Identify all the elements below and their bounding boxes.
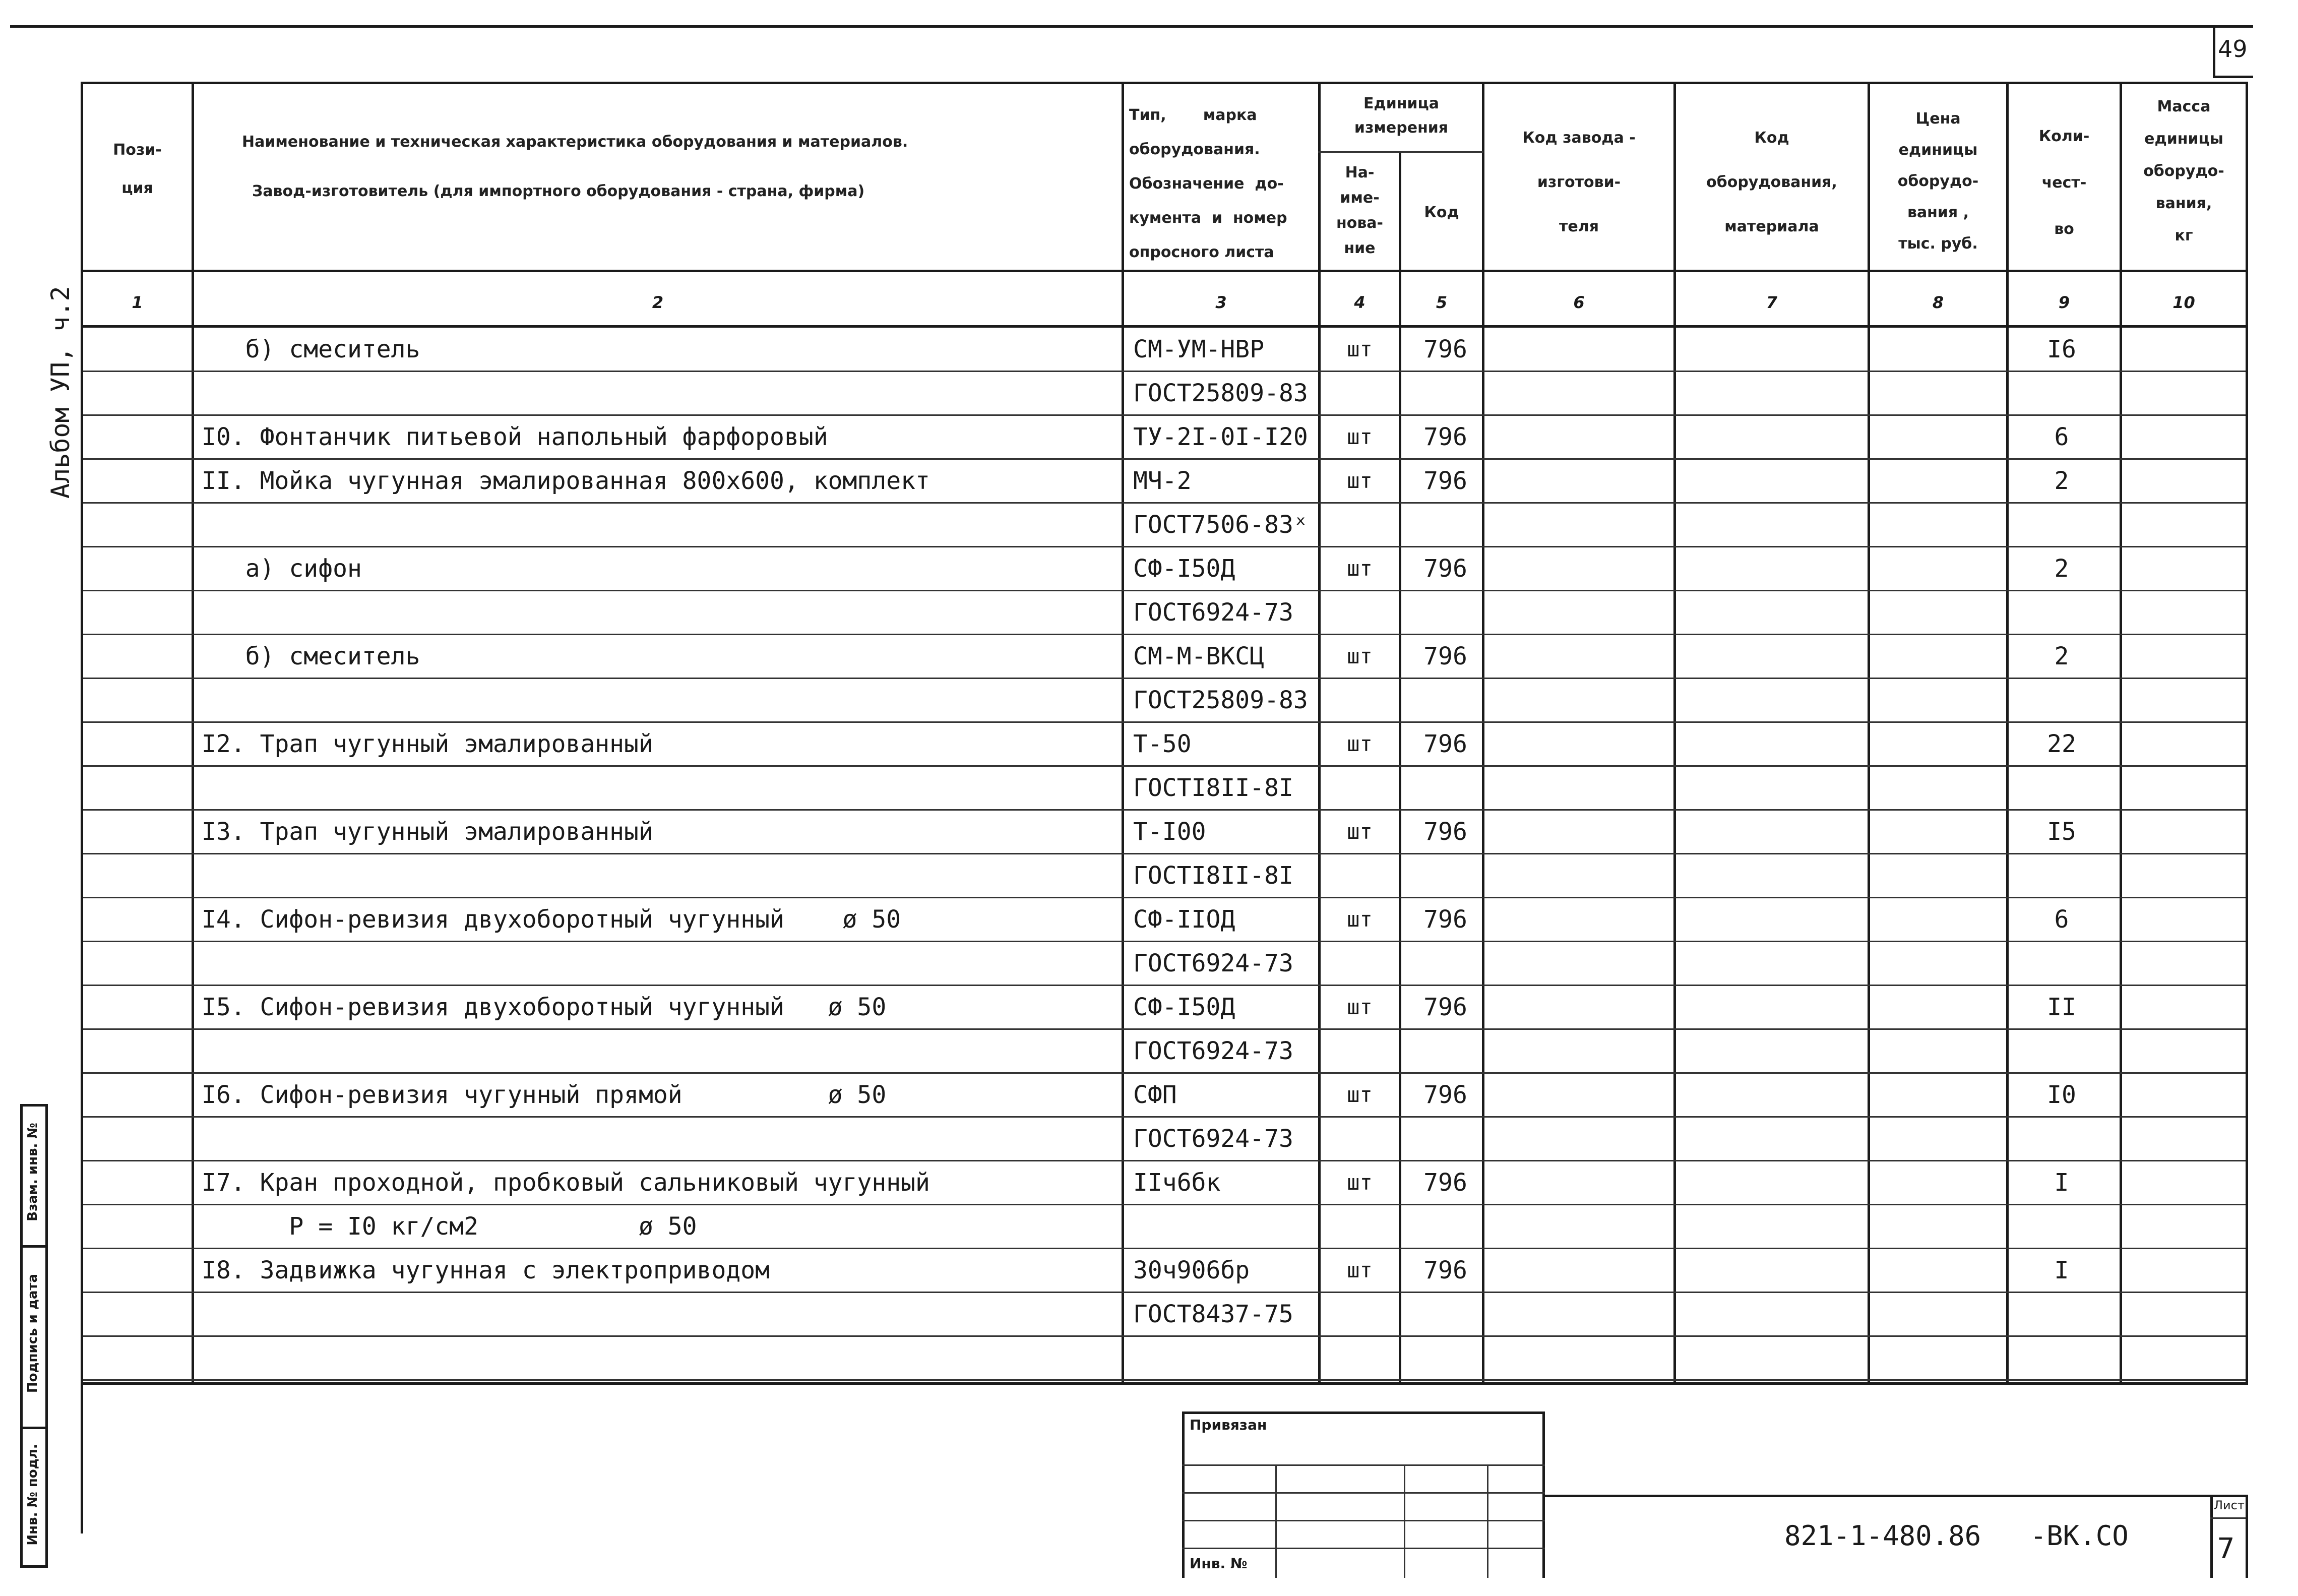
item-unit: шт xyxy=(1347,556,1373,581)
album-label: Альбом УП, ч.2 xyxy=(46,286,75,499)
item-type: ГОСТ7506-83ˣ xyxy=(1133,511,1308,539)
side-stamp-vzam: Взам. инв. № xyxy=(25,1123,40,1221)
side-stamp-div1 xyxy=(20,1245,48,1248)
item-unit: шт xyxy=(1347,1258,1373,1282)
item-type: ГОСТ6924-73 xyxy=(1133,1037,1293,1065)
title-block-row2 xyxy=(1182,1492,1545,1494)
title-block-privyazan: Привязан xyxy=(1190,1417,1267,1433)
item-qty: I xyxy=(2054,1169,2069,1197)
item-unit: шт xyxy=(1347,995,1373,1019)
item-code: 796 xyxy=(1423,730,1467,758)
main-stamp-right xyxy=(2246,1495,2248,1578)
item-qty: 2 xyxy=(2054,642,2069,670)
item-type: СМ-УМ-НВР xyxy=(1133,335,1265,363)
col-line-2 xyxy=(1122,82,1124,1382)
item-qty: II xyxy=(2047,993,2076,1021)
table-bottom xyxy=(81,1382,2248,1385)
item-unit: шт xyxy=(1347,819,1373,844)
item-name: Р = I0 кг/см2 ø 50 xyxy=(202,1212,697,1241)
item-name: I6. Сифон-ревизия чугунный прямой ø 50 xyxy=(202,1081,887,1109)
header-col8: Цена единицы оборудо- вания , тыс. руб. xyxy=(1897,110,1979,253)
header-col10: Масса единицы оборудо- вания, кг xyxy=(2143,98,2224,244)
header-col6: Код завода - изготови- теля xyxy=(1522,129,1636,235)
item-type: IIч6бк xyxy=(1133,1169,1221,1197)
item-unit: шт xyxy=(1347,731,1373,756)
item-type: ГОСТ6924-73 xyxy=(1133,1125,1293,1153)
item-unit: шт xyxy=(1347,907,1373,932)
list-number: 7 xyxy=(2217,1532,2235,1565)
item-code: 796 xyxy=(1423,993,1467,1021)
item-unit: шт xyxy=(1347,337,1373,361)
item-unit: шт xyxy=(1347,468,1373,493)
side-stamp-podpis: Подпись и дата xyxy=(25,1273,40,1393)
item-name: I2. Трап чугунный эмалированный xyxy=(202,730,653,758)
item-name: I8. Задвижка чугунная с электроприводом xyxy=(202,1256,770,1284)
item-type: ГОСТ8437-75 xyxy=(1133,1300,1293,1328)
item-type: ГОСТ25809-83 xyxy=(1133,379,1308,407)
colnum-7: 7 xyxy=(1766,293,1778,312)
title-block-left xyxy=(1182,1411,1185,1578)
sheet-number-box-bottom xyxy=(2213,76,2253,78)
item-code: 796 xyxy=(1423,818,1467,846)
top-border xyxy=(10,25,2253,28)
document-code: 821-1-480.86 -ВК.СО xyxy=(1784,1520,2129,1552)
item-type: Т-I00 xyxy=(1133,818,1206,846)
item-qty: I0 xyxy=(2047,1081,2076,1109)
title-block-col2 xyxy=(1404,1464,1405,1578)
sheet-number-box-left xyxy=(2213,28,2215,78)
header-col45-group: Единица измерения xyxy=(1354,95,1449,137)
colnum-3: 3 xyxy=(1215,293,1227,312)
item-type: ТУ-2I-0I-I20 xyxy=(1133,423,1308,451)
item-code: 796 xyxy=(1423,335,1467,363)
item-name: I7. Кран проходной, пробковый сальниковый чугунный xyxy=(202,1169,930,1197)
colnum-9: 9 xyxy=(2058,293,2070,312)
item-name: I3. Трап чугунный эмалированный xyxy=(202,818,653,846)
side-stamp-left xyxy=(20,1104,23,1568)
item-qty: I xyxy=(2054,1256,2069,1284)
unit-group-divider xyxy=(1318,151,1483,153)
col-line-1 xyxy=(192,82,194,1382)
item-type: ГОСТI8II-8I xyxy=(1133,862,1293,890)
main-stamp-top xyxy=(1542,1495,2248,1497)
item-type: МЧ-2 xyxy=(1133,467,1192,495)
list-label: Лист xyxy=(2214,1498,2245,1512)
col-line-6 xyxy=(1673,82,1676,1382)
item-type: ГОСТ6924-73 xyxy=(1133,598,1293,627)
item-type: ГОСТI8II-8I xyxy=(1133,774,1293,802)
title-block-top xyxy=(1182,1411,1545,1414)
item-unit: шт xyxy=(1347,644,1373,668)
col-line-right xyxy=(2246,82,2248,1382)
header-col7: Код оборудования, материала xyxy=(1706,129,1837,235)
title-block-row3 xyxy=(1182,1520,1545,1521)
side-stamp-bottom xyxy=(20,1565,48,1568)
item-unit: шт xyxy=(1347,1082,1373,1107)
item-qty: 6 xyxy=(2054,423,2069,451)
header-col5: Код xyxy=(1424,204,1459,221)
item-type: СФ-IIОД xyxy=(1133,905,1235,934)
col-line-8 xyxy=(2006,82,2009,1382)
item-name: а) сифон xyxy=(202,555,362,583)
item-name: б) смеситель xyxy=(202,642,420,670)
header-col9: Коли- чест- во xyxy=(2038,128,2090,238)
item-name: II. Мойка чугунная эмалированная 800х600, комплект xyxy=(202,467,930,495)
header-col2-line2: Завод-изготовитель (для импортного оборудования - страна, фирма) xyxy=(252,182,865,200)
row-divider xyxy=(83,1379,2246,1381)
col-line-4 xyxy=(1399,151,1401,1382)
colnum-1: 1 xyxy=(132,293,143,312)
colnum-5: 5 xyxy=(1436,293,1448,312)
title-block-col1 xyxy=(1275,1464,1277,1578)
col-line-7 xyxy=(1868,82,1870,1382)
item-code: 796 xyxy=(1423,1081,1467,1109)
colnum-8: 8 xyxy=(1932,293,1944,312)
item-type: СМ-М-ВКСЦ xyxy=(1133,642,1265,670)
colnum-4: 4 xyxy=(1354,293,1365,312)
list-box-divider xyxy=(2210,1517,2248,1519)
colnum-2: 2 xyxy=(652,293,664,312)
item-code: 796 xyxy=(1423,467,1467,495)
item-name: б) смеситель xyxy=(202,335,420,363)
colnum-10: 10 xyxy=(2172,293,2195,312)
item-type: 30ч906бр xyxy=(1133,1256,1250,1284)
title-block-row4 xyxy=(1182,1548,1545,1549)
item-code: 796 xyxy=(1423,423,1467,451)
col-line-9 xyxy=(2120,82,2122,1382)
item-code: 796 xyxy=(1423,905,1467,934)
item-code: 796 xyxy=(1423,555,1467,583)
side-stamp-inv: Инв. № подл. xyxy=(25,1444,40,1546)
sheet-top-number: 49 xyxy=(2218,35,2248,63)
item-type: СФП xyxy=(1133,1081,1177,1109)
header-col4: На- име- нова- ние xyxy=(1336,164,1384,257)
item-qty: 2 xyxy=(2054,467,2069,495)
header-col2-line1: Наименование и техническая характеристика оборудования и материалов. xyxy=(242,133,908,151)
item-type: Т-50 xyxy=(1133,730,1192,758)
item-code: 796 xyxy=(1423,1169,1467,1197)
item-code: 796 xyxy=(1423,1256,1467,1284)
item-code: 796 xyxy=(1423,642,1467,670)
list-box-left xyxy=(2210,1495,2213,1578)
item-qty: 22 xyxy=(2047,730,2076,758)
table-top xyxy=(81,82,2248,84)
title-block-col3 xyxy=(1487,1464,1488,1578)
item-name: I0. Фонтанчик питьевой напольный фарфоровый xyxy=(202,423,828,451)
item-type: ГОСТ6924-73 xyxy=(1133,949,1293,977)
colnum-6: 6 xyxy=(1573,293,1585,312)
header-bottom xyxy=(81,270,2248,272)
item-unit: шт xyxy=(1347,424,1373,449)
item-qty: 6 xyxy=(2054,905,2069,934)
item-qty: I5 xyxy=(2047,818,2076,846)
item-type: СФ-I50Д xyxy=(1133,993,1235,1021)
item-qty: 2 xyxy=(2054,555,2069,583)
header-col1: Пози- ция xyxy=(113,141,162,197)
item-qty: I6 xyxy=(2047,335,2076,363)
item-type: ГОСТ25809-83 xyxy=(1133,686,1308,714)
item-unit: шт xyxy=(1347,1170,1373,1195)
header-col3: Тип, марка оборудования. Обозначение до- кумента и номер опросного листа xyxy=(1129,106,1287,261)
item-name: I5. Сифон-ревизия двухоборотный чугунный ø 50 xyxy=(202,993,887,1021)
side-stamp-mid xyxy=(45,1104,48,1568)
item-type: СФ-I50Д xyxy=(1133,555,1235,583)
item-name: I4. Сифон-ревизия двухоборотный чугунный ø 50 xyxy=(202,905,901,934)
title-block-row1 xyxy=(1182,1464,1545,1466)
title-block-inv-no: Инв. № xyxy=(1190,1555,1248,1572)
